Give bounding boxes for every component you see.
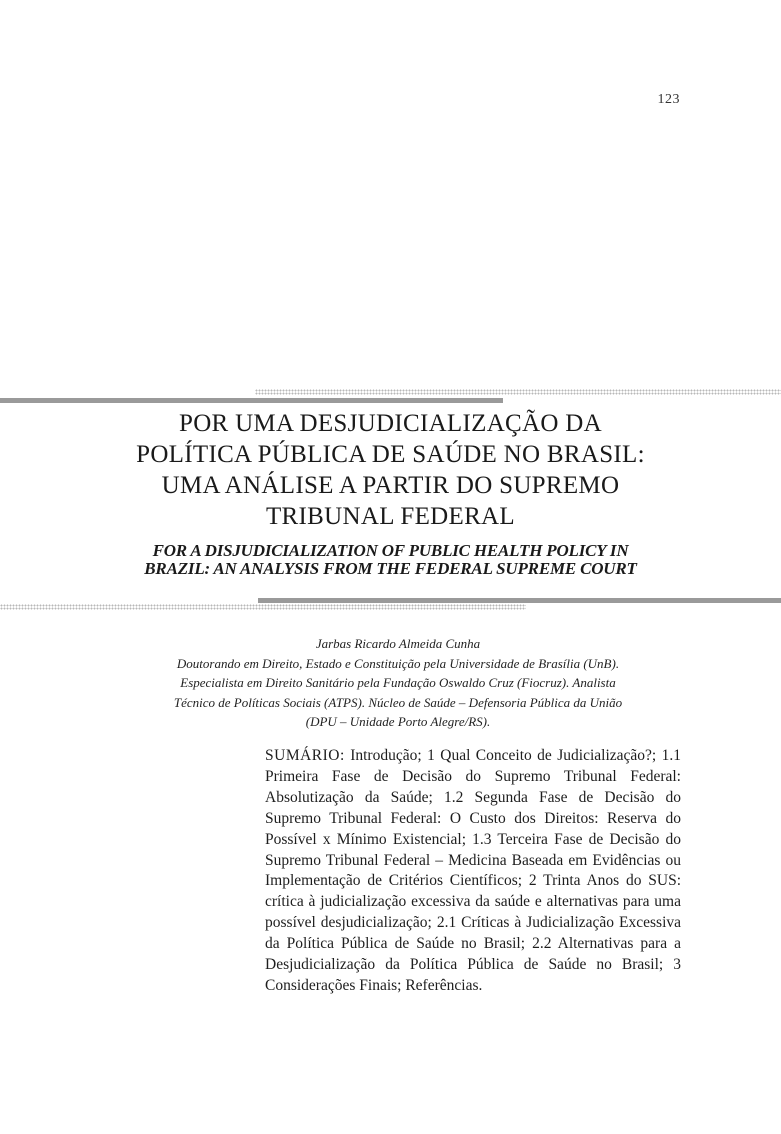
article-title-line: TRIBUNAL FEDERAL	[265, 503, 515, 530]
page-number: 123	[657, 92, 680, 107]
summary-section	[265, 746, 681, 997]
title-top-solid-rule	[0, 398, 503, 403]
author-affiliation-line: Técnico de Políticas Sociais (ATPS). Núcleo de Saúde – Defensoria Pública da União	[173, 694, 623, 710]
title-block	[90, 408, 691, 578]
author-name: Jarbas Ricardo Almeida Cunha	[315, 636, 481, 651]
article-title-line: POR UMA DESJUDICIALIZAÇÃO DA	[179, 410, 602, 437]
title-bottom-solid-rule	[258, 598, 781, 603]
summary-label: SUMÁRIO:	[265, 747, 345, 764]
english-title-line: FOR A DISJUDICIALIZATION OF PUBLIC HEALTH POLICY IN	[152, 541, 629, 560]
author-block	[100, 634, 696, 732]
author-affiliation-line: (DPU – Unidade Porto Alegre/RS).	[305, 714, 491, 729]
author-affiliation-line: Doutorando em Direito, Estado e Constituição pela Universidade de Brasília (UnB).	[176, 655, 620, 671]
english-title	[90, 542, 691, 578]
english-title-line: BRAZIL: AN ANALYSIS FROM THE FEDERAL SUPREME COURT	[144, 559, 637, 578]
title-top-dotted-rule	[255, 389, 781, 395]
title-bottom-dotted-rule	[0, 604, 526, 610]
article-title-line: POLÍTICA PÚBLICA DE SAÚDE NO BRASIL:	[136, 441, 645, 468]
article-title	[90, 408, 691, 532]
summary-text: Introdução; 1 Qual Conceito de Judicialização?; 1.1 Primeira Fase de Decisão do Supremo Tribunal Federal: Absolutização da Saúde; 1.2 Segunda Fase de Decisão do Supremo Tribunal Federal: O Custo dos Direitos: Reserva do Possível x Mínimo Existencial; 1.3 Terceira Fase de Decisão do Supremo Tribunal Federal – Medicina Baseada em Evidências ou Implementação de Critérios Científicos; 2 Trinta Anos do SUS: crítica à judicialização excessiva da saúde e alternativas para uma possível desjudicialização; 2.1 Críticas à Judicialização Excessiva da Política Pública de Saúde no Brasil; 2.2 Alternativas para a Desjudicialização da Política Pública de Saúde no Brasil; 3 Considerações Finais; Referências.	[265, 747, 681, 994]
author-affiliation-line: Especialista em Direito Sanitário pela Fundação Oswaldo Cruz (Fiocruz). Analista	[180, 675, 616, 690]
article-title-line: UMA ANÁLISE A PARTIR DO SUPREMO	[161, 472, 620, 499]
